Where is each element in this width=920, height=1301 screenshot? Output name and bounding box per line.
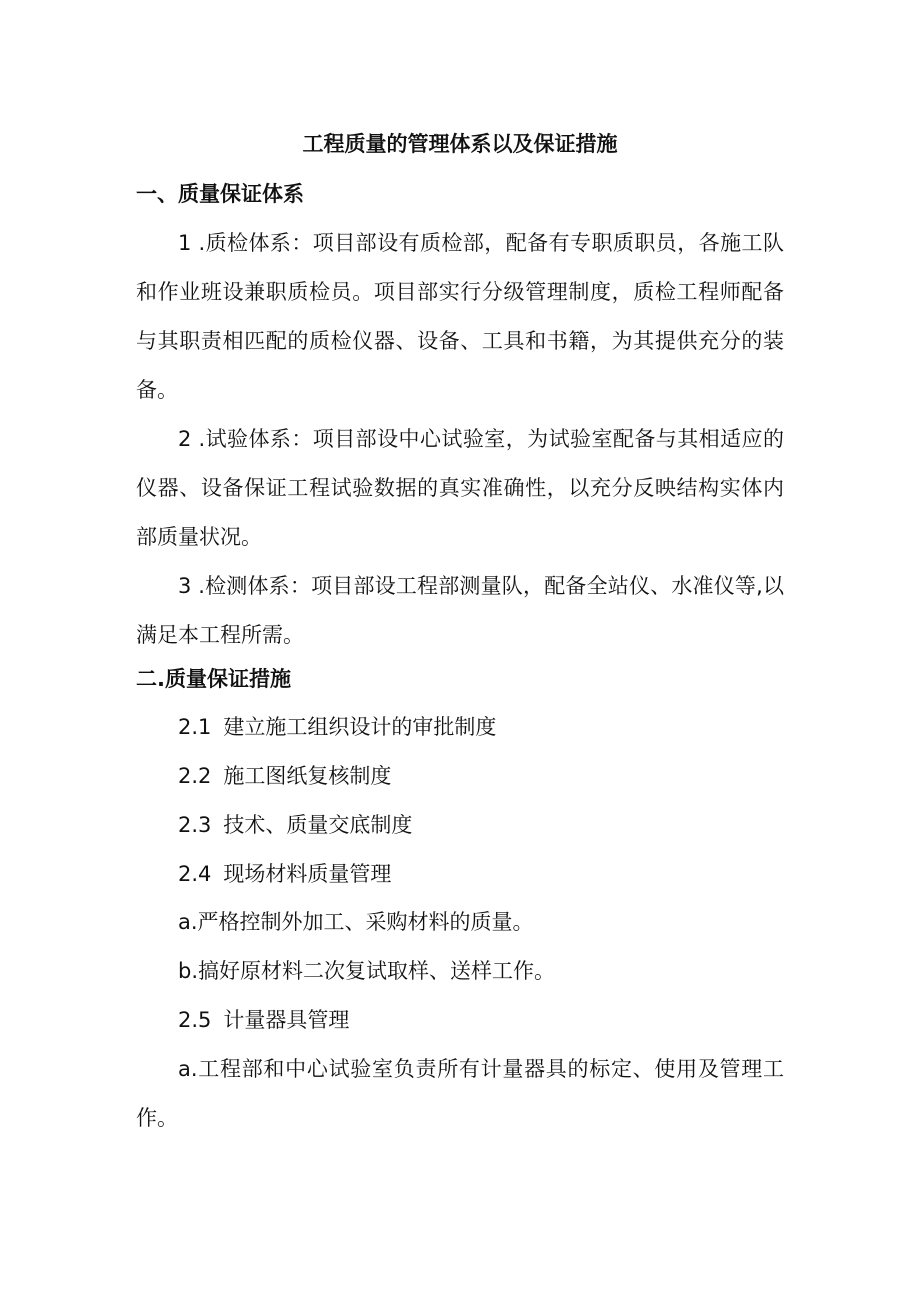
list-item-text: 计量器具管理 xyxy=(223,1008,350,1032)
sub-item: a.严格控制外加工、采购材料的质量。 xyxy=(178,910,534,934)
section-heading-quality-system: 一、质量保证体系 xyxy=(136,182,304,206)
list-item xyxy=(178,760,391,792)
sub-item: b.搞好原材料二次复试取样、送样工作。 xyxy=(178,959,556,983)
list-item xyxy=(178,711,496,743)
list-item-number: 2.2 xyxy=(178,764,212,788)
list-item xyxy=(178,858,391,890)
list-item xyxy=(178,1004,349,1036)
section-heading-quality-measures: 二.质量保证措施 xyxy=(136,667,291,691)
paragraph-testing-system: 2 .试验体系：项目部设中心试验室，为试验室配备与其相适应的仪器、设备保证工程试验数据的真实准确性，以充分反映结构实体内部质量状况。 xyxy=(136,427,784,549)
list-item-text: 现场材料质量管理 xyxy=(223,862,392,886)
list-item-number: 2.4 xyxy=(178,862,212,886)
paragraph-inspection-system: 1 .质检体系：项目部设有质检部，配备有专职质职员，各施工队和作业班设兼职质检员。项目部实行分级管理制度，质检工程师配备与其职责相匹配的质检仪器、设备、工具和书籍，为其提供充分的装备。 xyxy=(136,231,784,402)
sub-item-paragraph: a.工程部和中心试验室负责所有计量器具的标定、使用及管理工作。 xyxy=(136,1057,784,1130)
list-item-text: 技术、质量交底制度 xyxy=(223,813,413,837)
list-item-number: 2.1 xyxy=(178,715,212,739)
list-item xyxy=(178,809,412,841)
paragraph-detection-system: 3 .检测体系：项目部设工程部测量队，配备全站仪、水准仪等,以满足本工程所需。 xyxy=(136,574,784,647)
document-title: 工程质量的管理体系以及保证措施 xyxy=(302,132,618,156)
list-item-text: 施工图纸复核制度 xyxy=(223,764,392,788)
list-item-text: 建立施工组织设计的审批制度 xyxy=(223,715,497,739)
list-item-number: 2.3 xyxy=(178,813,212,837)
list-item-number: 2.5 xyxy=(178,1008,212,1032)
